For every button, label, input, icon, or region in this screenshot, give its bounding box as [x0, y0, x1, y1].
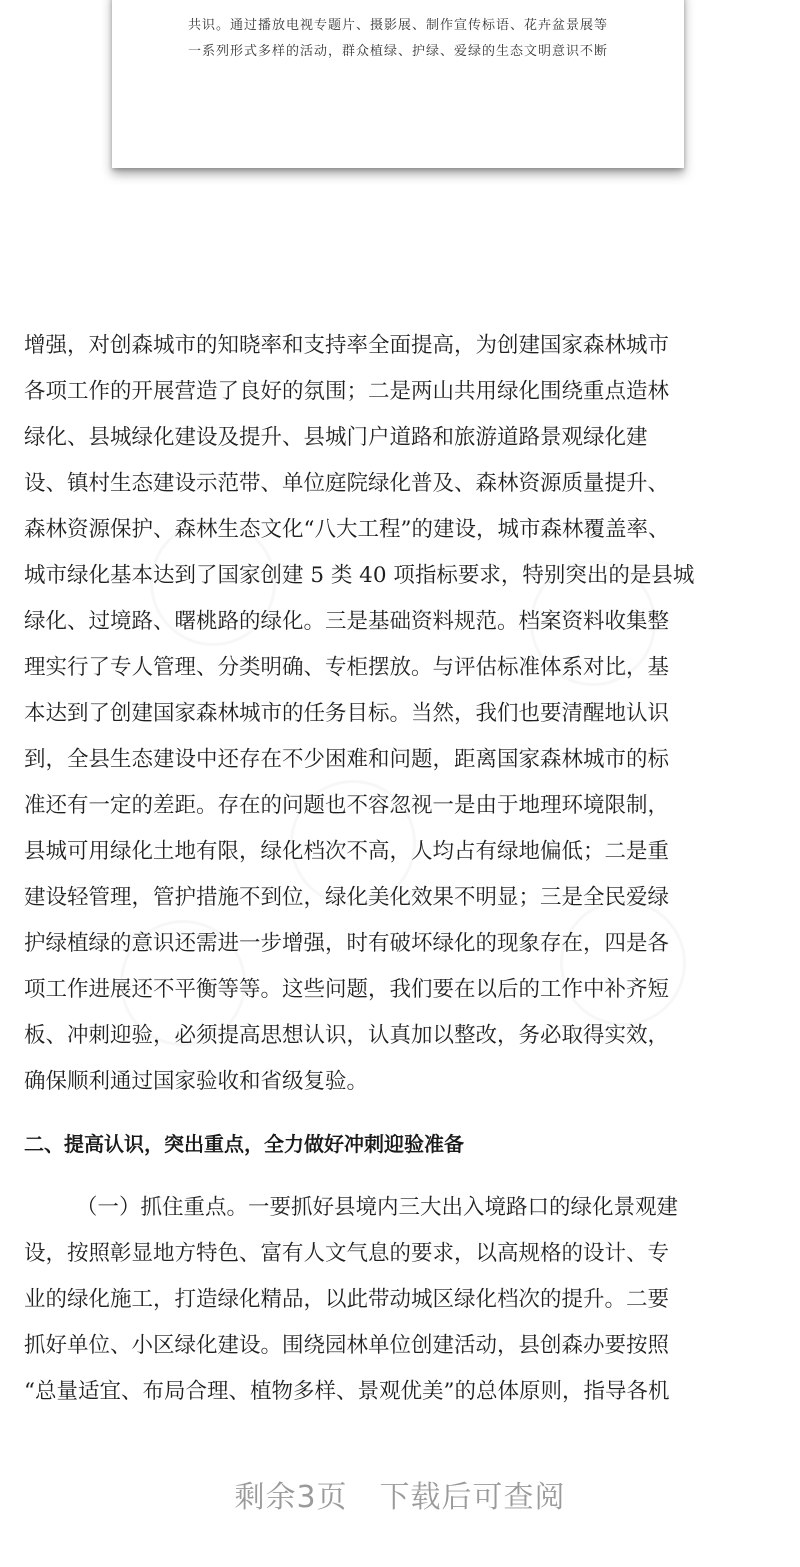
paragraph-line: 城市绿化基本达到了国家创建 5 类 40 项指标要求，特别突出的是县城 — [24, 563, 695, 588]
paragraph-line: 县城可用绿化土地有限，绿化档次不高，人均占有绿地偏低；二是重 — [24, 839, 670, 864]
paragraph-line: 到，全县生态建设中还存在不少困难和问题，距离国家森林城市的标 — [24, 747, 670, 772]
download-to-view-label[interactable]: 下载后可查阅 — [379, 1480, 566, 1515]
paragraph-line: 业的绿化施工，打造绿化精品，以此带动城区绿化档次的提升。二要 — [24, 1287, 670, 1312]
paragraph-line: 增强，对创森城市的知晓率和支持率全面提高，为创建国家森林城市 — [24, 333, 670, 358]
paragraph-line: 绿化、过境路、曙桃路的绿化。三是基础资料规范。档案资料收集整 — [24, 609, 670, 634]
paragraph-line: 设、镇村生态建设示范带、单位庭院绿化普及、森林资源质量提升、 — [24, 471, 670, 496]
paragraph-line: 准还有一定的差距。存在的问题也不容忽视一是由于地理环境限制， — [24, 793, 670, 818]
paragraph-line: 各项工作的开展营造了良好的氛围；二是两山共用绿化围绕重点造林 — [24, 379, 670, 404]
preview-line: 一系列形式多样的活动，群众植绿、护绿、爱绿的生态文明意识不断 — [187, 44, 608, 59]
download-prompt[interactable] — [0, 1472, 800, 1516]
paragraph-line: 设，按照彰显地方特色、富有人文气息的要求，以高规格的设计、专 — [24, 1241, 670, 1266]
document-preview-card — [112, 0, 684, 168]
paragraph-line: 本达到了创建国家森林城市的任务目标。当然，我们也要清醒地认识 — [24, 701, 670, 726]
paragraph-line: 森林资源保护、森林生态文化“八大工程”的建设，城市森林覆盖率、 — [24, 517, 670, 542]
paragraph-line: “总量适宜、布局合理、植物多样、景观优美”的总体原则，指导各机 — [24, 1379, 670, 1404]
paragraph-line: 建设轻管理，管护措施不到位，绿化美化效果不明显；三是全民爱绿 — [24, 885, 670, 910]
paragraph-line: 项工作进展还不平衡等等。这些问题，我们要在以后的工作中补齐短 — [24, 977, 670, 1002]
remaining-pages-label: 剩余3页 — [234, 1480, 348, 1515]
paragraph-line: 抓好单位、小区绿化建设。围绕园林单位创建活动，县创森办要按照 — [24, 1333, 670, 1358]
preview-line: 共识。通过播放电视专题片、摄影展、制作宣传标语、花卉盆景展等 — [187, 18, 608, 33]
section-heading: 二、提高认识，突出重点，全力做好冲刺迎验准备 — [24, 1132, 464, 1156]
paragraph-line: （一）抓住重点。一要抓好县境内三大出入境路口的绿化景观建 — [76, 1195, 679, 1220]
paragraph-line: 护绿植绿的意识还需进一步增强，时有破坏绿化的现象存在，四是各 — [24, 931, 670, 956]
paragraph-line: 绿化、县城绿化建设及提升、县城门户道路和旅游道路景观绿化建 — [24, 425, 648, 450]
paragraph-line: 理实行了专人管理、分类明确、专柜摆放。与评估标准体系对比，基 — [24, 655, 670, 680]
paragraph-line: 确保顺利通过国家验收和省级复验。 — [24, 1069, 369, 1094]
paragraph-line: 板、冲刺迎验，必须提高思想认识，认真加以整改，务必取得实效， — [24, 1023, 670, 1048]
